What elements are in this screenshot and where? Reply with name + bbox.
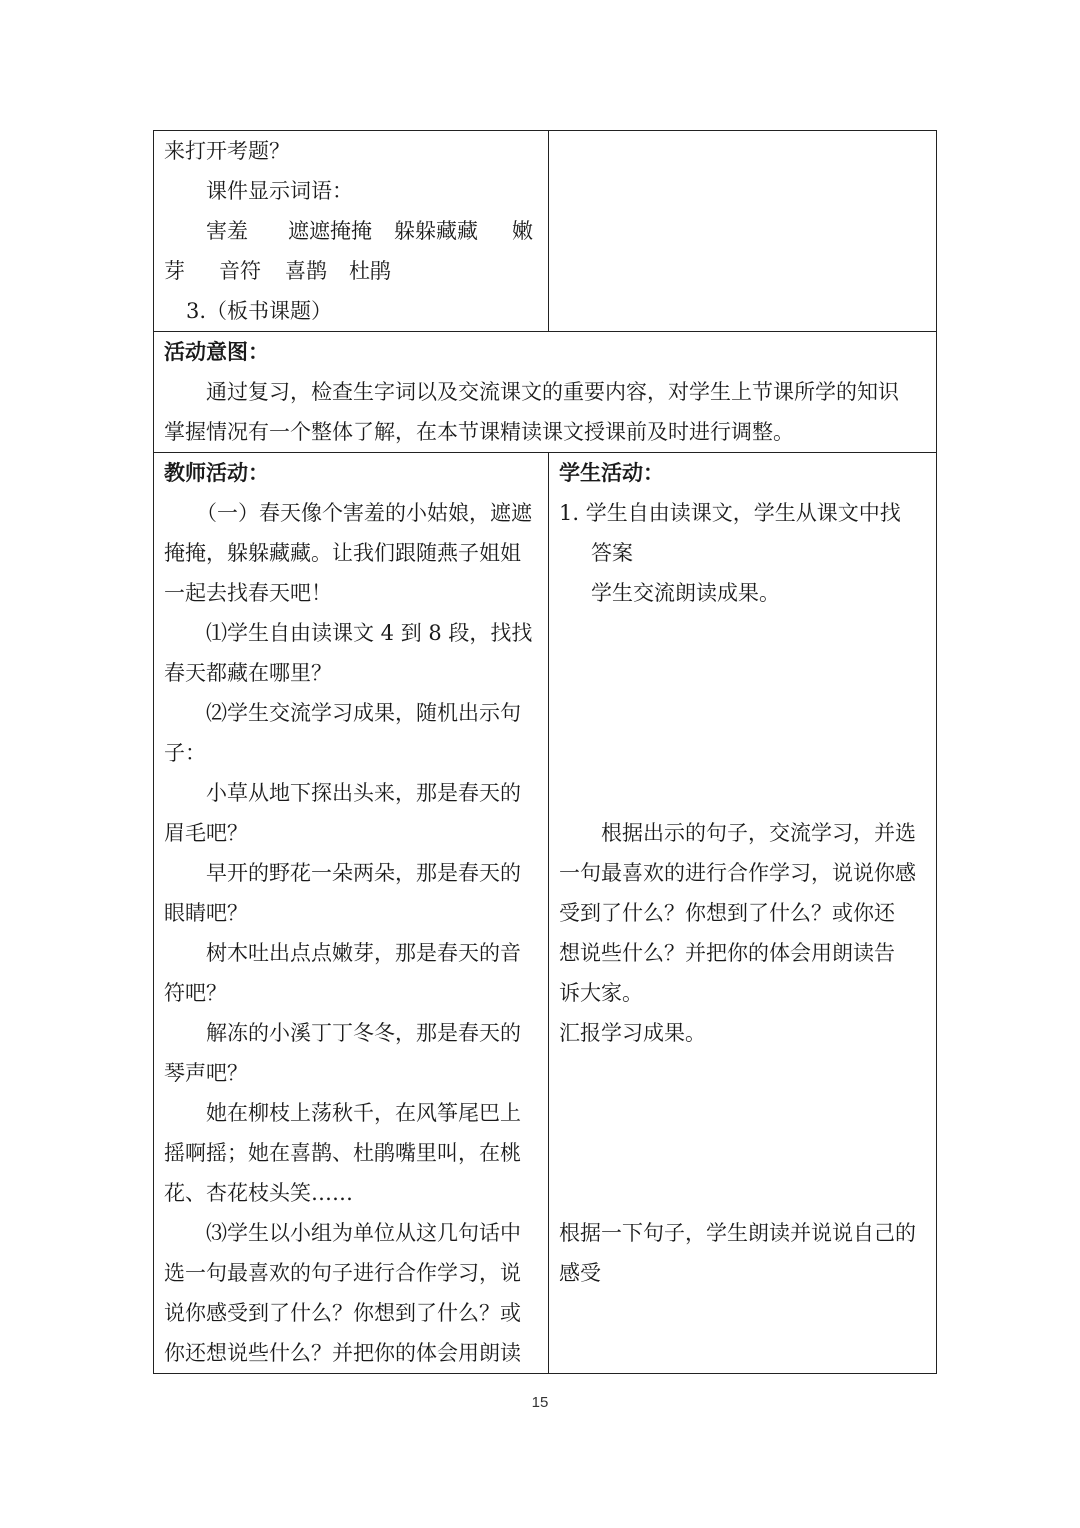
student-line: [559, 1093, 926, 1133]
student-line: 感受: [559, 1261, 601, 1285]
student-line: [559, 1133, 926, 1173]
vocab-word: 遮遮掩掩: [288, 219, 372, 243]
student-line: [559, 653, 926, 693]
vocab-word: 芽: [164, 259, 185, 283]
vocab-word: 害羞: [206, 219, 248, 243]
student-line: 受到了什么？你想到了什么？或你还: [559, 901, 895, 925]
page-number: 15: [531, 1394, 549, 1411]
intro-line: 来打开考题？: [164, 139, 290, 163]
teacher-line: ⑴学生自由读课文 4 到 8 段，找找: [206, 621, 533, 645]
student-line: 学生交流朗读成果。: [591, 581, 780, 605]
teacher-line: 琴声吧？: [164, 1061, 248, 1085]
teacher-line: 树木吐出点点嫩芽，那是春天的音: [206, 941, 521, 965]
teacher-line: 符吧？: [164, 981, 227, 1005]
intent-heading: 活动意图：: [164, 339, 269, 364]
student-line: [559, 1053, 926, 1093]
teacher-line: 小草从地下探出头来，那是春天的: [206, 781, 521, 805]
student-activity-cell: [549, 453, 937, 1374]
teacher-line: 春天都藏在哪里？: [164, 661, 332, 685]
teacher-line: 眼睛吧？: [164, 901, 248, 925]
student-line: 汇报学习成果。: [559, 1021, 706, 1045]
intro-cell: [154, 131, 549, 332]
teacher-line: 掩掩，躲躲藏藏。让我们跟随燕子姐姐: [164, 541, 521, 565]
student-line: 一句最喜欢的进行合作学习，说说你感: [559, 861, 916, 885]
student-line: 1. 学生自由读课文，学生从课文中找: [559, 501, 901, 525]
teacher-line: 子：: [164, 741, 206, 765]
teacher-activity-cell: [154, 453, 549, 1374]
teacher-line: 摇啊摇；她在喜鹊、杜鹃嘴里叫，在桃: [164, 1141, 521, 1165]
student-line: 根据出示的句子，交流学习，并选: [601, 821, 916, 845]
student-line: [559, 773, 926, 813]
vocab-word: 音符: [219, 259, 261, 283]
student-line: [559, 733, 926, 773]
teacher-line: 花、杏花枝头笑……: [164, 1181, 353, 1205]
teacher-line: 说你感受到了什么？你想到了什么？或: [164, 1301, 521, 1325]
teacher-heading: 教师活动：: [164, 460, 269, 485]
teacher-line: 一起去找春天吧！: [164, 581, 332, 605]
lesson-plan-table: [153, 130, 937, 1374]
vocab-word: 嫩: [512, 219, 533, 243]
vocab-row: [164, 251, 538, 291]
student-line: 诉大家。: [559, 981, 643, 1005]
vocab-word: 喜鹊: [285, 259, 327, 283]
teacher-line: 她在柳枝上荡秋千，在风筝尾巴上: [206, 1101, 521, 1125]
intent-line: 掌握情况有一个整体了解，在本节课精读课文授课前及时进行调整。: [164, 420, 794, 444]
student-line: 根据一下句子，学生朗读并说说自己的: [559, 1221, 916, 1245]
student-line: 答案: [591, 541, 633, 565]
intro-line: 3.（板书课题）: [186, 299, 333, 323]
student-line: [559, 1173, 926, 1213]
teacher-line: ⑶学生以小组为单位从这几句话中: [206, 1221, 521, 1245]
teacher-line: 早开的野花一朵两朵，那是春天的: [206, 861, 521, 885]
teacher-line: 解冻的小溪丁丁冬冬，那是春天的: [206, 1021, 521, 1045]
teacher-line: 眉毛吧？: [164, 821, 248, 845]
vocab-word: 杜鹃: [349, 259, 391, 283]
teacher-line: 你还想说些什么？并把你的体会用朗读: [164, 1341, 521, 1365]
student-line: [559, 613, 926, 653]
teacher-line: ⑵学生交流学习成果，随机出示句: [206, 701, 521, 725]
student-heading: 学生活动：: [559, 460, 664, 485]
teacher-line: 选一句最喜欢的句子进行合作学习，说: [164, 1261, 521, 1285]
teacher-line: （一）春天像个害羞的小姑娘，遮遮: [196, 501, 532, 525]
empty-cell: [549, 131, 937, 332]
intro-line: 课件显示词语：: [206, 179, 353, 203]
vocab-word: 躲躲藏藏: [394, 219, 478, 243]
intent-line: 通过复习，检查生字词以及交流课文的重要内容，对学生上节课所学的知识: [206, 380, 899, 404]
intent-cell: [154, 332, 937, 453]
vocab-row: [164, 211, 538, 251]
student-line: [559, 693, 926, 733]
student-line: 想说些什么？并把你的体会用朗读告: [559, 941, 895, 965]
